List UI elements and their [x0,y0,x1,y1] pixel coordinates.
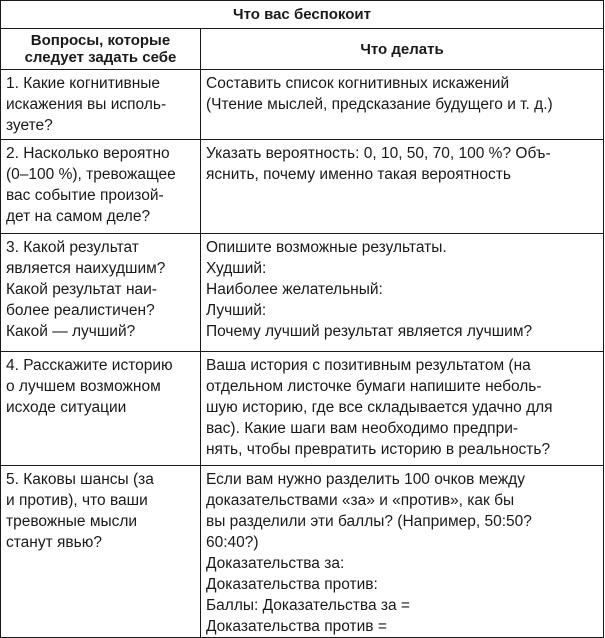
question-line: Какой результат наи- [6,281,157,298]
table-row [1,466,604,638]
actions-header: Что делать [201,29,604,70]
action-line: доказательствами «за» и «против», как бы [206,492,515,509]
action-line: Наиболее желательный: [206,281,383,298]
question-line: искажения вы исполь- [6,96,167,113]
question-line: 3. Какой результат [6,239,139,256]
question-line: 4. Расскажите историю [6,357,173,374]
action-line: Ваша история с позитивным результатом (на [206,357,531,374]
action-line: Доказательства против: [206,576,378,593]
action-line: яснить, почему именно такая вероятность [206,166,511,183]
action-cell [201,466,604,638]
action-cell [201,140,604,234]
action-line: Лучший: [206,302,267,319]
question-cell [1,234,201,352]
action-line: 60:40?) [206,534,259,551]
question-line: (0–100 %), тревожащее [6,166,176,183]
action-line: Худший: [206,260,267,277]
question-line: исходе ситуации [6,399,127,416]
action-line: вас). Какие шаги вам необходимо предпри- [206,420,519,437]
action-line: Указать вероятность: 0, 10, 50, 70, 100 %? Объ- [206,145,551,162]
header-row [1,29,604,70]
question-line: тревожные мысли [6,513,138,530]
table-row [1,70,604,140]
questions-header-line: следует задать себе [24,49,177,66]
question-cell [1,352,201,466]
question-cell [1,140,201,234]
question-line: дет на самом деле? [6,208,151,225]
action-line: отдельном листочке бумаги напишите неболь- [206,378,542,395]
question-line: 2. Насколько вероятно [6,145,170,162]
question-line: 5. Каковы шансы (за [6,471,154,488]
action-line: нять, чтобы превратить историю в реальность? [206,441,551,458]
question-line: Какой — лучший? [6,323,136,340]
question-line: станут явью? [6,534,102,551]
action-line: (Чтение мыслей, предсказание будущего и т. д.) [206,96,553,113]
questions-header-line: Вопросы, которые [30,32,171,49]
action-cell [201,234,604,352]
questions-header [1,29,201,70]
action-line: Составить список когнитивных искажений [206,75,510,92]
table-row [1,140,604,234]
title-row [1,1,604,29]
table-title: Что вас беспокоит [1,1,604,29]
question-line: вас событие произой- [6,187,164,204]
action-line: Почему лучший результат является лучшим? [206,323,533,340]
action-line: Баллы: Доказательства за = [206,597,410,614]
question-line: 1. Какие когнитивные [6,75,161,92]
question-line: зуете? [6,117,53,134]
question-line: является наихудшим? [6,260,166,277]
question-cell [1,70,201,140]
action-cell [201,70,604,140]
question-cell [1,466,201,638]
action-line: вы разделили эти баллы? (Например, 50:50? [206,513,532,530]
action-line: Если вам нужно разделить 100 очков между [206,471,525,488]
action-line: Опишите возможные результаты. [206,239,447,256]
action-cell [201,352,604,466]
question-line: о лучшем возможном [6,378,161,395]
question-line: и против), что ваши [6,492,148,509]
table-row [1,234,604,352]
action-line: Доказательства против = [206,618,387,635]
question-line: более реалистичен? [6,302,155,319]
table-row [1,352,604,466]
action-line: Доказательства за: [206,555,345,572]
action-line: шую историю, где все складывается удачно для [206,399,553,416]
